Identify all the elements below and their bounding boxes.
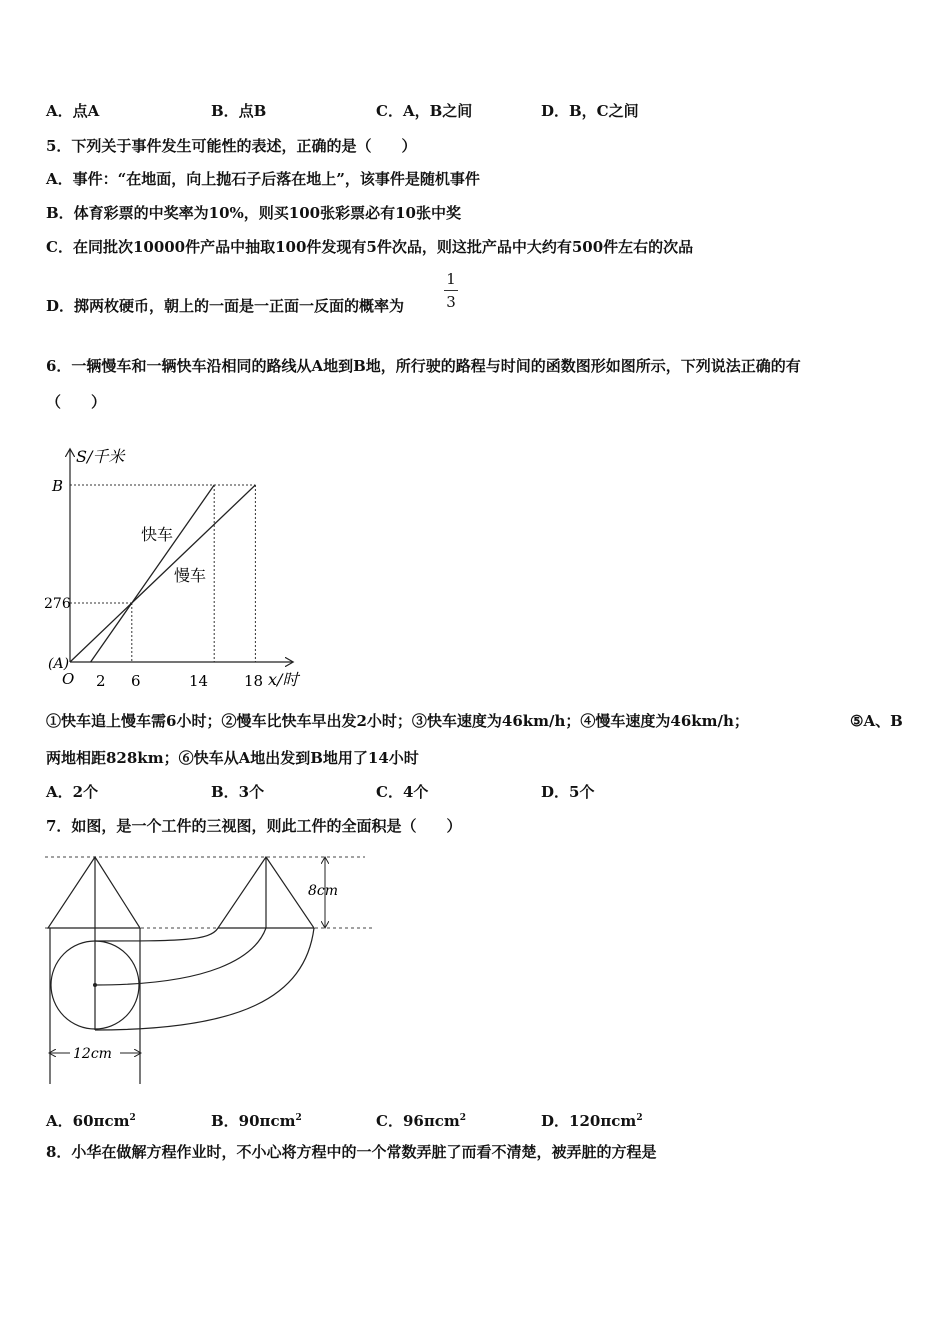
x-tick-18: 18 — [244, 672, 264, 690]
q7-option-b-text: B．90πcm — [211, 1112, 296, 1130]
q6-distance-time-chart — [40, 440, 310, 695]
y-top-label: B — [52, 477, 64, 495]
fraction-bar — [444, 290, 458, 291]
q5-option-c: C．在同批次10000件产品中抽取100件发现有5件次品，则这批产品中大约有500件左右的次品 — [46, 238, 694, 256]
x-tick-6: 6 — [131, 672, 141, 690]
q5-option-d: D．掷两枚硬币，朝上的一面是一正面一反面的概率为 — [46, 297, 405, 315]
x-axis-label: x/时 — [268, 670, 299, 689]
origin-alt-label: (A) — [48, 656, 70, 672]
front-view — [48, 857, 140, 928]
side-view — [218, 857, 314, 928]
q7-option-c — [376, 1108, 466, 1131]
q7-three-view-diagram — [40, 848, 385, 1093]
q4-option-d: D．B，C之间 — [541, 102, 639, 120]
y-axis-label: S/千米 — [76, 447, 125, 466]
series-line-slow — [70, 485, 255, 662]
x-tick-14: 14 — [189, 672, 209, 690]
unit-power: 2 — [295, 1113, 302, 1123]
q4-option-c: C．A，B之间 — [376, 102, 473, 120]
q6-statements-line1: ①快车追上慢车需6小时；②慢车比快车早出发2小时；③快车速度为46km/h；④慢车速度为46km/h； — [46, 712, 749, 730]
q7-option-c-text: C．96πcm — [376, 1112, 460, 1130]
q6-option-c: C．4个 — [376, 783, 429, 801]
series-label-fast: 快车 — [141, 525, 174, 544]
fraction-denominator: 3 — [446, 293, 456, 311]
unit-power: 2 — [459, 1113, 467, 1123]
series-label-slow: 慢车 — [174, 566, 207, 585]
q6-option-d: D．5个 — [541, 783, 595, 801]
q6-statements-line2: 两地相距828km；⑥快车从A地出发到B地用了14小时 — [46, 749, 419, 767]
width-label: 12cm — [73, 1046, 112, 1062]
q8-stem: 8．小华在做解方程作业时，不小心将方程中的一个常数弄脏了而看不清楚，被弄脏的方程是 — [46, 1143, 657, 1161]
q4-option-b: B．点B — [211, 102, 267, 120]
unit-power: 2 — [129, 1113, 136, 1123]
q7-option-d-text: D．120πcm — [541, 1112, 637, 1130]
q7-option-b — [211, 1108, 302, 1131]
fraction-numerator: 1 — [446, 270, 456, 288]
q7-option-a-text: A．60πcm — [46, 1112, 130, 1130]
q4-option-a: A．点A — [46, 102, 100, 120]
q6-statements-line1-end: ⑤A、B — [850, 712, 903, 730]
y-tick-label: 276 — [44, 596, 71, 612]
q7-option-a — [46, 1108, 136, 1131]
q5-option-a: A．事件：“在地面，向上抛石子后落在地上”，该事件是随机事件 — [46, 170, 480, 188]
q5-option-b: B．体育彩票的中奖率为10%，则买100张彩票必有10张中奖 — [46, 204, 461, 222]
x-tick-2: 2 — [96, 672, 106, 690]
q6-option-a: A．2个 — [46, 783, 99, 801]
q6-option-b: B．3个 — [211, 783, 265, 801]
q7-option-d — [541, 1108, 643, 1131]
q6-stem-paren: （ ） — [46, 393, 107, 411]
q5-fraction — [444, 270, 458, 311]
height-label: 8cm — [308, 883, 339, 899]
q7-stem: 7．如图，是一个工件的三视图，则此工件的全面积是（ ） — [46, 817, 462, 835]
origin-label: O — [62, 670, 75, 688]
q6-stem: 6．一辆慢车和一辆快车沿相同的路线从A地到B地，所行驶的路程与时间的函数图形如图所示，下列说法正确的有 — [46, 357, 801, 375]
q5-stem: 5．下列关于事件发生可能性的表述，正确的是（ ） — [46, 137, 417, 155]
unit-power: 2 — [636, 1113, 643, 1123]
